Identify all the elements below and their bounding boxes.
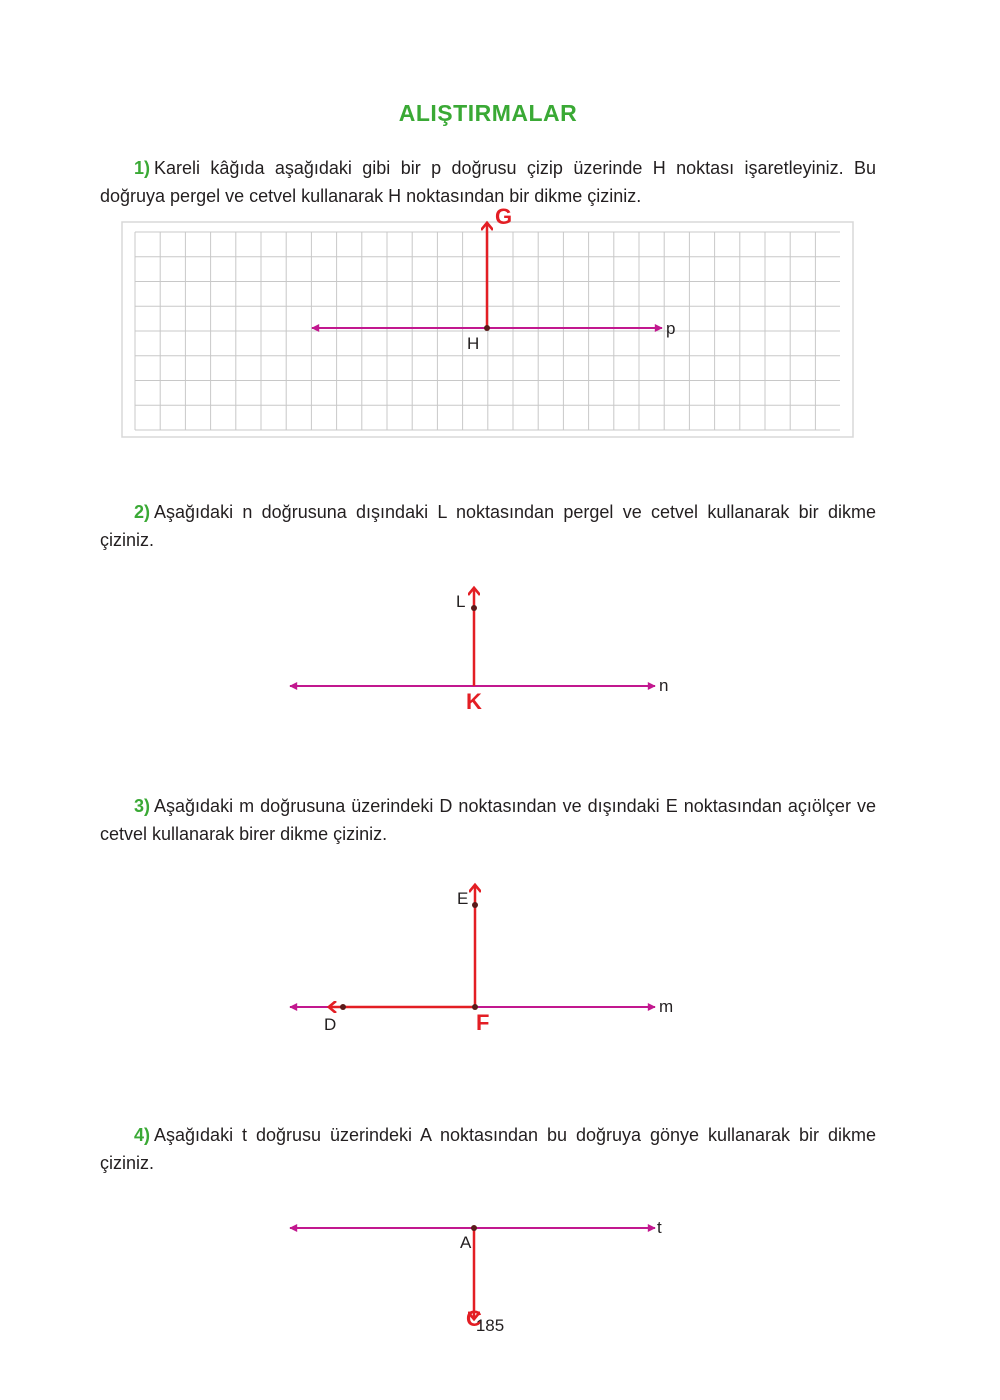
exercise-number: 2): [134, 502, 151, 522]
point-a: [471, 1225, 477, 1231]
exercise-text: Aşağıdaki t doğrusu üzerindeki A noktasından bu doğruya gönye kullanarak bir dikme çiziniz.: [100, 1125, 876, 1173]
exercise-number: 3): [134, 796, 151, 816]
line-n-label: n: [659, 676, 669, 695]
exercise-number: 4): [134, 1125, 151, 1145]
exercise-text: Kareli kâğıda aşağıdaki gibi bir p doğrusu çizip üzerinde H noktası işaretleyiniz. Bu doğruya pergel ve cetvel kullanarak H noktasından bir dikme çiziniz.: [100, 158, 876, 206]
page-number: 185: [475, 1316, 505, 1335]
exercise-text: Aşağıdaki n doğrusuna dışındaki L noktasından pergel ve cetvel kullanarak bir dikme çiziniz.: [100, 502, 876, 550]
line-m-label: m: [659, 997, 674, 1016]
point-h-label: H: [467, 334, 480, 353]
point-h: [484, 325, 490, 331]
point-l-label: L: [456, 592, 466, 611]
point-d: [340, 1004, 346, 1010]
exercise-number: 1): [134, 158, 151, 178]
point-e-label: E: [457, 889, 469, 908]
answer-f-label: F: [476, 1010, 490, 1035]
point-e: [472, 902, 478, 908]
answer-c-label: C: [466, 1306, 482, 1331]
point-a-label: A: [460, 1233, 472, 1252]
page-title: ALIŞTIRMALAR: [398, 100, 578, 126]
point-d-label: D: [324, 1015, 337, 1034]
point-l: [471, 605, 477, 611]
line-t-label: t: [657, 1218, 662, 1237]
line-p-label: p: [666, 319, 676, 338]
answer-g-label: G: [495, 204, 513, 229]
answer-k-label: K: [466, 689, 482, 714]
exercise-text: Aşağıdaki m doğrusuna üzerindeki D noktasından ve dışındaki E noktasından açıölçer ve cetvel kullanarak birer dikme çiziniz.: [100, 796, 876, 844]
